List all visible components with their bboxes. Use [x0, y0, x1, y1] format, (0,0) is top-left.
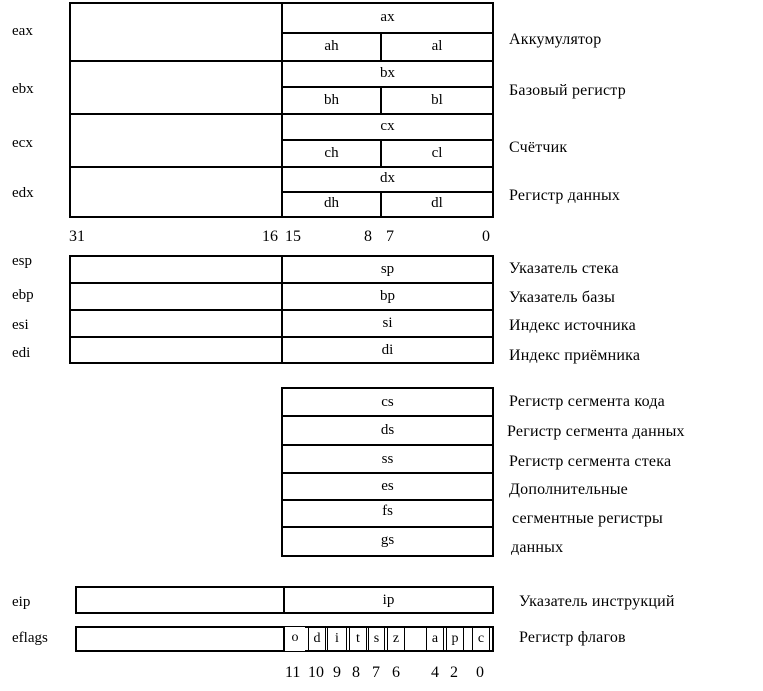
flag-o: o: [285, 627, 305, 651]
bit-label: 15: [285, 228, 301, 245]
segment-desc-extra-1: Дополнительные: [509, 481, 628, 498]
separator-line: [69, 309, 494, 311]
register-word-sp: sp: [380, 261, 395, 277]
flag-bit-number: 0: [476, 664, 484, 681]
bit-label: 8: [364, 228, 372, 245]
register-high-bh: bh: [324, 92, 339, 108]
register-low-al: al: [431, 38, 443, 54]
flag-c: c: [472, 627, 490, 651]
register-high-ah: ah: [324, 38, 339, 54]
register-low-dl: dl: [431, 195, 443, 211]
register-name-esp: esp: [12, 253, 32, 269]
register-high-ch: ch: [324, 145, 339, 161]
register-word-di: di: [381, 342, 394, 358]
segment-register-ds: ds: [380, 422, 395, 438]
register-desc-eax: Аккумулятор: [509, 31, 602, 48]
eflags-high-part: [75, 626, 285, 652]
separator-line: [281, 86, 494, 88]
register-word-ip: ip: [382, 592, 395, 608]
register-word-bx: bx: [380, 65, 395, 81]
register-name-ebx: ebx: [12, 81, 34, 97]
bit-label: 0: [482, 228, 490, 245]
register-name-edx: edx: [12, 185, 34, 201]
flag-i: i: [327, 627, 347, 651]
register-word-dx: dx: [380, 170, 395, 186]
flag-bit-number: 11: [285, 664, 301, 681]
register-desc-esp: Указатель стека: [509, 260, 619, 277]
register-desc-ecx: Счётчик: [509, 139, 568, 156]
register-name-eip: eip: [12, 594, 31, 610]
flag-bit-number: 2: [450, 664, 458, 681]
register-name-eflags: eflags: [12, 630, 48, 646]
separator-line: [69, 336, 494, 338]
register-word-ax: ax: [380, 9, 395, 25]
register-desc-ebx: Базовый регистр: [509, 82, 626, 99]
bit-label: 7: [386, 228, 394, 245]
separator-line: [281, 472, 494, 474]
bit-label: 16: [262, 228, 278, 245]
register-word-si: si: [382, 315, 393, 331]
eip-high-part: [75, 586, 285, 614]
segment-register-gs: gs: [380, 532, 395, 548]
separator-line: [281, 139, 494, 141]
register-high-dh: dh: [324, 195, 339, 211]
flag-bit-number: 8: [352, 664, 360, 681]
flag-s: s: [368, 627, 385, 651]
flag-t: t: [349, 627, 367, 651]
flag-bit-number: 7: [372, 664, 380, 681]
register-name-ebp: ebp: [12, 287, 34, 303]
register-name-esi: esi: [12, 317, 29, 333]
flag-d: d: [308, 627, 326, 651]
register-low-cl: cl: [431, 145, 443, 161]
separator-line: [281, 444, 494, 446]
flag-z: z: [387, 627, 405, 651]
segment-register-cs: cs: [381, 394, 394, 410]
register-desc-ebp: Указатель базы: [509, 289, 616, 306]
register-desc-eflags: Регистр флагов: [519, 629, 626, 646]
register-name-ecx: ecx: [12, 135, 33, 151]
flag-a: a: [426, 627, 444, 651]
separator-line: [69, 113, 494, 115]
segment-register-fs: fs: [382, 503, 393, 519]
flag-bit-number: 4: [431, 664, 439, 681]
separator-line: [281, 32, 494, 34]
general-registers-high-part: [69, 2, 283, 218]
segment-register-ss: ss: [381, 451, 394, 467]
separator-line: [281, 526, 494, 528]
register-desc-edi: Индекс приёмника: [509, 347, 641, 364]
register-desc-edx: Регистр данных: [509, 187, 621, 204]
segment-desc-extra-3: данных: [511, 539, 564, 556]
flag-bit-number: 6: [392, 664, 400, 681]
segment-desc-ss: Регистр сегмента стека: [509, 453, 672, 470]
segment-desc-cs: Регистр сегмента кода: [509, 393, 665, 410]
register-name-eax: eax: [12, 23, 33, 39]
flag-bit-number: 10: [308, 664, 324, 681]
segment-desc-extra-2: сегментные регистры: [512, 510, 664, 527]
segment-register-es: es: [381, 478, 394, 494]
flag-bit-number: 9: [333, 664, 341, 681]
segment-desc-ds: Регистр сегмента данных: [507, 423, 685, 440]
register-word-cx: cx: [380, 118, 395, 134]
bit-label: 31: [69, 228, 85, 245]
register-word-bp: bp: [380, 288, 395, 304]
separator-line: [69, 282, 494, 284]
register-name-edi: edi: [12, 345, 31, 361]
flag-p: p: [446, 627, 464, 651]
register-low-bl: bl: [431, 92, 443, 108]
register-desc-esi: Индекс источника: [509, 317, 636, 334]
register-desc-eip: Указатель инструкций: [519, 593, 675, 610]
separator-line: [69, 60, 494, 62]
separator-line: [281, 415, 494, 417]
